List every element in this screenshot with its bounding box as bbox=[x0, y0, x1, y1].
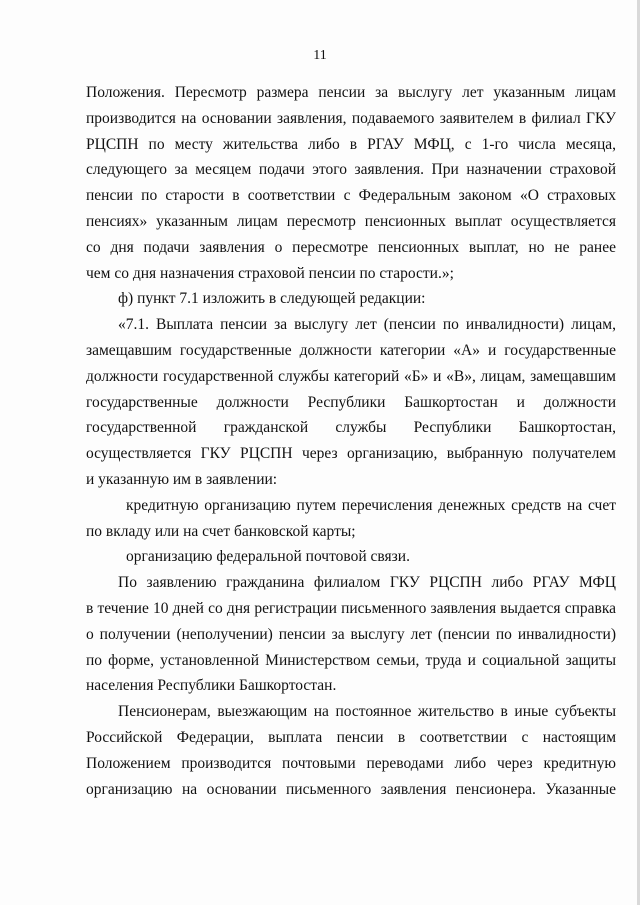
text-line: осуществляется ГКУ РЦСПН через организацию, выбранную получателем bbox=[86, 445, 616, 463]
text-line: населения Республики Башкортостан. bbox=[86, 677, 337, 695]
text-line: должности государственной службы категорий «Б» и «В», лицам, замещавшим bbox=[86, 367, 616, 385]
page-number: 11 bbox=[313, 48, 327, 63]
text-line: по форме, установленной Министерством семьи, труда и социальной защиты bbox=[86, 651, 616, 669]
text-line: следующего за месяцем подачи этого заявления. При назначении страховой bbox=[86, 161, 616, 179]
text-line: ф) пункт 7.1 изложить в следующей редакции: bbox=[118, 290, 426, 308]
text-line: государственные должности Республики Башкортостан и должности bbox=[86, 393, 616, 411]
text-line: Положением производится почтовыми переводами либо через кредитную bbox=[86, 754, 616, 772]
text-line: замещавшим государственные должности категории «А» и государственные bbox=[86, 341, 616, 359]
text-line: по вкладу или на счет банковской карты; bbox=[86, 522, 356, 540]
text-line: РЦСПН по месту жительства либо в РГАУ МФЦ, с 1-го числа месяца, bbox=[86, 135, 616, 153]
text-line: Пенсионерам, выезжающим на постоянное жительство в иные субъекты bbox=[118, 703, 616, 721]
text-line: Российской Федерации, выплата пенсии в соответствии с настоящим bbox=[86, 728, 616, 746]
text-line: По заявлению гражданина филиалом ГКУ РЦСПН либо РГАУ МФЦ bbox=[118, 574, 616, 592]
text-line: Положения. Пересмотр размера пенсии за выслугу лет указанным лицам bbox=[86, 84, 616, 101]
text-line: государственной гражданской службы Республики Башкортостан, bbox=[86, 419, 616, 437]
text-line: чем со дня назначения страховой пенсии по старости.»; bbox=[86, 264, 454, 282]
text-line: и указанную им в заявлении: bbox=[86, 470, 278, 488]
document-body bbox=[86, 80, 616, 802]
text-line: пенсии по старости в соответствии с Федеральным законом «О страховых bbox=[86, 187, 616, 205]
text-line: о получении (неполучении) пенсии за выслугу лет (пенсии по инвалидности) bbox=[86, 625, 616, 643]
text-line: производится на основании заявления, подаваемого заявителем в филиал ГКУ bbox=[86, 109, 616, 127]
text-line: со дня подачи заявления о пересмотре пенсионных выплат, но не ранее bbox=[86, 238, 616, 256]
text-line: организацию федеральной почтовой связи. bbox=[126, 548, 410, 566]
text-line: в течение 10 дней со дня регистрации письменного заявления выдается справка bbox=[86, 599, 616, 617]
text-line: «7.1. Выплата пенсии за выслугу лет (пенсии по инвалидности) лицам, bbox=[118, 316, 616, 334]
text-line: пенсиях» указанным лицам пересмотр пенсионных выплат осуществляется bbox=[86, 212, 616, 230]
text-line: организацию на основании письменного заявления пенсионера. Указанные bbox=[86, 780, 616, 798]
text-line: кредитную организацию путем перечисления денежных средств на счет bbox=[126, 496, 616, 514]
